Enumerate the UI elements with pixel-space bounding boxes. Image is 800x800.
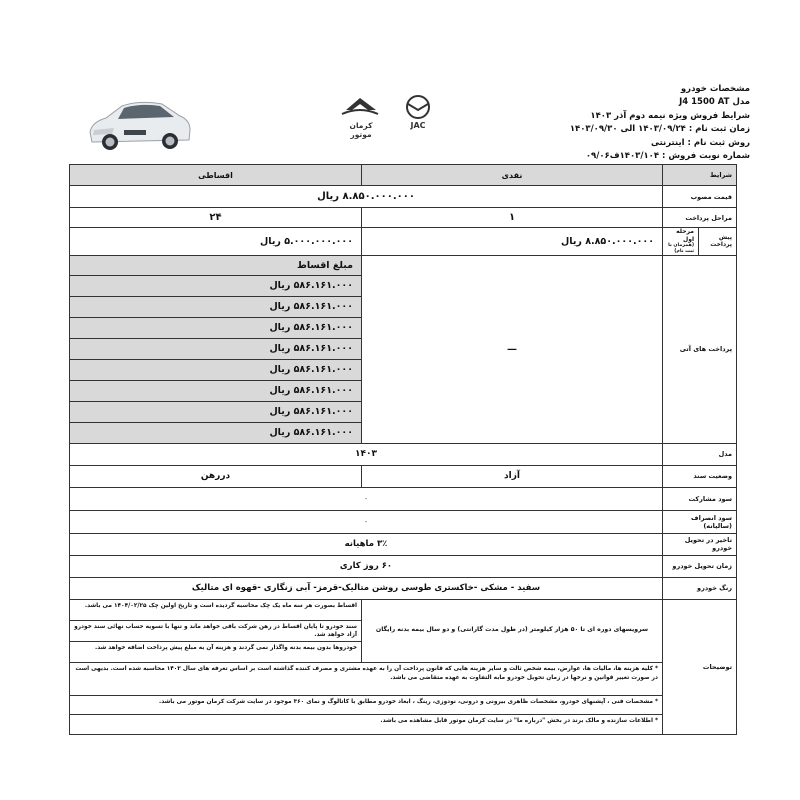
header-registration-method: روش ثبت نام : اینترنتی	[650, 138, 750, 148]
approved-price-value: ۸.۸۵۰.۰۰۰.۰۰۰ ریال	[70, 186, 663, 208]
delay-label: تاخیر در تحویل خودرو	[663, 533, 737, 555]
cash-first-payment: ۸.۸۵۰.۰۰۰.۰۰۰ ریال	[362, 228, 663, 256]
note-line: * کلیه هزینه ها، مالیات ها، عوارض، بیمه شخص ثالث و سایر هزینه هایی که قانون پرداخت آن را به عهده مشتری و مصرف کننده گذاشته است بر اساس تعرفه های سال ۱۴۰۳ محاسبه شده است. بدیهی است در صورت تغییر قوانین و نرخها در زمان تحویل خودرو مابه التفاوت به عهده متقاضی می باشد.	[70, 663, 662, 696]
table-row	[70, 577, 737, 599]
table-row	[70, 255, 737, 275]
payment-stages-label: مراحل پرداخت	[663, 208, 737, 228]
kerman-motor-logo-text: کرمان موتور	[349, 121, 373, 139]
installment-first-payment: ۵.۰۰۰.۰۰۰.۰۰۰ ریال	[70, 228, 362, 256]
participation-value: -	[70, 487, 663, 510]
table-row	[70, 555, 737, 577]
table-row	[70, 533, 737, 555]
color-label: رنگ خودرو	[663, 577, 737, 599]
doc-status-cash: آزاد	[362, 465, 663, 487]
model-value: ۱۴۰۳	[70, 443, 663, 465]
doc-status-installment: دررهن	[70, 465, 362, 487]
doc-status-label: وضعیت سند	[663, 465, 737, 487]
installment-amount: ۵۸۶.۱۶۱.۰۰۰ ریال	[70, 380, 362, 401]
installment-amount: ۵۸۶.۱۶۱.۰۰۰ ریال	[70, 401, 362, 422]
cash-future-payments: —	[362, 255, 663, 443]
table-row	[70, 510, 737, 533]
header-registration-time: زمان ثبت نام : ۱۴۰۳/۰۹/۲۴ الی ۱۴۰۳/۰۹/۳۰	[569, 124, 750, 134]
note-line: * مشخصات فنی ، آپشنهای خودرو، مشخصات ظاهری بیرونی و درونی، نودوزی، رینگ ، ابعاد خودرو مطابق با کاتالوگ و نمای ۳۶۰ موجود در سایت شرکت کرمان موتور می باشد.	[70, 696, 662, 715]
approved-price-label: قیمت مصوب	[663, 186, 737, 208]
participation-label: سود مشارکت	[663, 487, 737, 510]
installment-amount: ۵۸۶.۱۶۱.۰۰۰ ریال	[70, 359, 362, 380]
table-row	[70, 465, 737, 487]
table-row	[70, 165, 737, 186]
note-line: سند خودرو تا پایان اقساط در رهن شرکت باقی خواهد ماند و تنها با تسویه حساب نهائی سند خودرو آزاد خواهد شد.	[70, 621, 361, 642]
cancellation-label: سود انصراف (سالیانه)	[663, 510, 737, 533]
table-row	[70, 662, 737, 734]
prepayment-label: پیش پرداخت	[699, 228, 737, 256]
model-label: مدل	[663, 443, 737, 465]
installment-amount: ۵۸۶.۱۶۱.۰۰۰ ریال	[70, 422, 362, 443]
delivery-label: زمان تحویل خودرو	[663, 555, 737, 577]
delay-value: ۳٪ ماهیانه	[70, 533, 663, 555]
delivery-value: ۶۰ روز کاری	[70, 555, 663, 577]
notes-installment	[70, 599, 362, 662]
cancellation-value: -	[70, 510, 663, 533]
color-value: سفید - مشکی -خاکستری طوسی روشن متالیک-قرمز- آبی زنگاری -قهوه ای متالیک	[70, 577, 663, 599]
notes-warranty: سرویسهای دوره ای تا ۵۰ هزار کیلومتر (در طول مدت گارانتی) و دو سال بیمه بدنه رایگان	[362, 599, 663, 662]
conditions-label: شرایط	[663, 165, 737, 186]
header-sale-number: شماره نوبت فروش : ۱۴۰۳/۱۰۴ف۰۹/۰۶	[585, 151, 750, 161]
header-model: مدل J4 1500 AT	[679, 97, 750, 107]
installment-amount: ۵۸۶.۱۶۱.۰۰۰ ریال	[70, 317, 362, 338]
future-payments-label: پرداخت های آتی	[663, 255, 737, 443]
note-line: خودروها بدون بیمه بدنه واگذار نمی گردند و هزینه آن به مبلغ پیش پرداخت اضافه خواهد شد.	[95, 644, 357, 651]
sale-conditions-table	[69, 164, 737, 735]
note-line: * اطلاعات سازنده و مالک برند در بخش "درباره ما" در سایت کرمان موتور قابل مشاهده می باشد.	[380, 718, 658, 725]
cash-header: نقدی	[362, 165, 663, 186]
first-stage-title: مرحله اول	[676, 228, 695, 243]
table-row	[70, 443, 737, 465]
installment-amount: ۵۸۶.۱۶۱.۰۰۰ ریال	[70, 296, 362, 317]
cash-stages-value: ۱	[362, 208, 663, 228]
installment-header: اقساطی	[70, 165, 362, 186]
table-row	[70, 599, 737, 662]
installment-stages-value: ۲۴	[70, 208, 362, 228]
first-stage-subtitle: (همزمان با ثبت نام)	[668, 243, 695, 254]
installment-amount: ۵۸۶.۱۶۱.۰۰۰ ریال	[70, 275, 362, 296]
brand-logos	[338, 94, 444, 139]
header-conditions: شرایط فروش ویژه نیمه دوم آذر ۱۴۰۳	[590, 111, 750, 121]
table-row	[70, 228, 737, 256]
notes-general	[70, 662, 663, 734]
table-row	[70, 487, 737, 510]
installment-amount-title: مبلغ اقساط	[70, 255, 362, 275]
note-line: اقساط بصورت هر سه ماه یک چک محاسبه گردیده است و تاریخ اولین چک ۱۴۰۴/۰۲/۲۵ می باشد.	[70, 600, 361, 621]
installment-amount: ۵۸۶.۱۶۱.۰۰۰ ریال	[70, 338, 362, 359]
table-row	[70, 186, 737, 208]
notes-label: توضیحات	[663, 599, 737, 734]
car-image	[84, 92, 194, 154]
jac-logo-text: JAC	[410, 121, 426, 130]
table-row	[70, 208, 737, 228]
header-title: مشخصات خودرو	[680, 84, 750, 94]
first-stage-label	[663, 228, 699, 256]
